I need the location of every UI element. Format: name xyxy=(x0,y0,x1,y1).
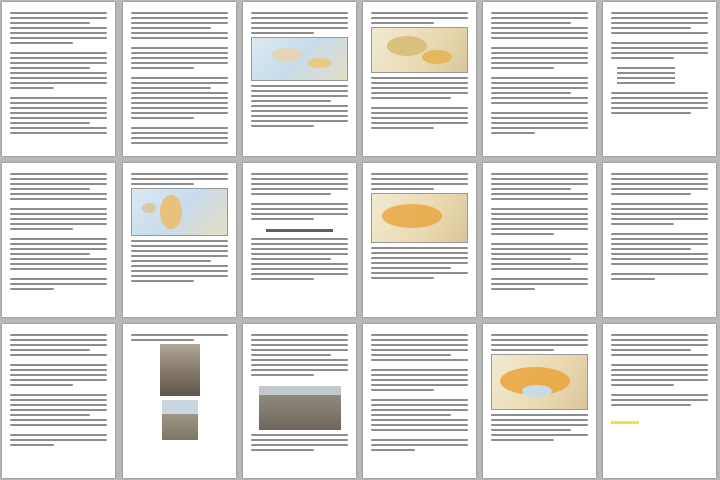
page-thumbnail[interactable] xyxy=(123,2,236,156)
page-thumbnail[interactable] xyxy=(483,163,596,317)
page-thumbnail[interactable] xyxy=(483,324,596,478)
italy-map-image xyxy=(131,188,228,236)
page-body xyxy=(371,334,468,470)
page-body xyxy=(251,12,348,148)
page-body xyxy=(371,173,468,309)
page-thumbnail[interactable] xyxy=(123,163,236,317)
page-thumbnail[interactable] xyxy=(603,324,716,478)
page-body xyxy=(611,334,708,470)
page-thumbnail[interactable] xyxy=(603,163,716,317)
ancient-map-image xyxy=(371,27,468,73)
column-photo xyxy=(162,400,198,440)
page-body xyxy=(10,12,107,148)
page-body xyxy=(491,12,588,148)
page-body xyxy=(251,173,348,309)
page-body xyxy=(131,334,228,470)
page-thumbnail[interactable] xyxy=(363,163,476,317)
page-body xyxy=(10,173,107,309)
pantheon-photo xyxy=(259,386,341,430)
page-thumbnail[interactable] xyxy=(2,324,115,478)
statue-photo xyxy=(160,344,200,396)
page-thumbnail[interactable] xyxy=(603,2,716,156)
page-body xyxy=(491,173,588,309)
empire-map-image xyxy=(371,193,468,243)
mediterranean-map-image xyxy=(251,37,348,81)
page-body xyxy=(371,12,468,148)
page-thumbnail[interactable] xyxy=(2,2,115,156)
page-body xyxy=(131,12,228,148)
page-body xyxy=(611,173,708,309)
empire-extent-map-image xyxy=(491,354,588,410)
page-thumbnail[interactable] xyxy=(2,163,115,317)
page-thumbnail[interactable] xyxy=(243,324,356,478)
page-thumbnail[interactable] xyxy=(363,2,476,156)
page-body xyxy=(491,334,588,470)
highlighted-text xyxy=(611,421,639,424)
page-thumbnail[interactable] xyxy=(243,163,356,317)
page-body xyxy=(251,334,348,470)
page-body xyxy=(10,334,107,470)
page-thumbnail[interactable] xyxy=(123,324,236,478)
section-heading xyxy=(266,229,334,232)
page-thumbnail[interactable] xyxy=(363,324,476,478)
page-thumbnail[interactable] xyxy=(483,2,596,156)
page-thumbnail[interactable] xyxy=(243,2,356,156)
page-body xyxy=(131,173,228,309)
page-body xyxy=(611,12,708,148)
